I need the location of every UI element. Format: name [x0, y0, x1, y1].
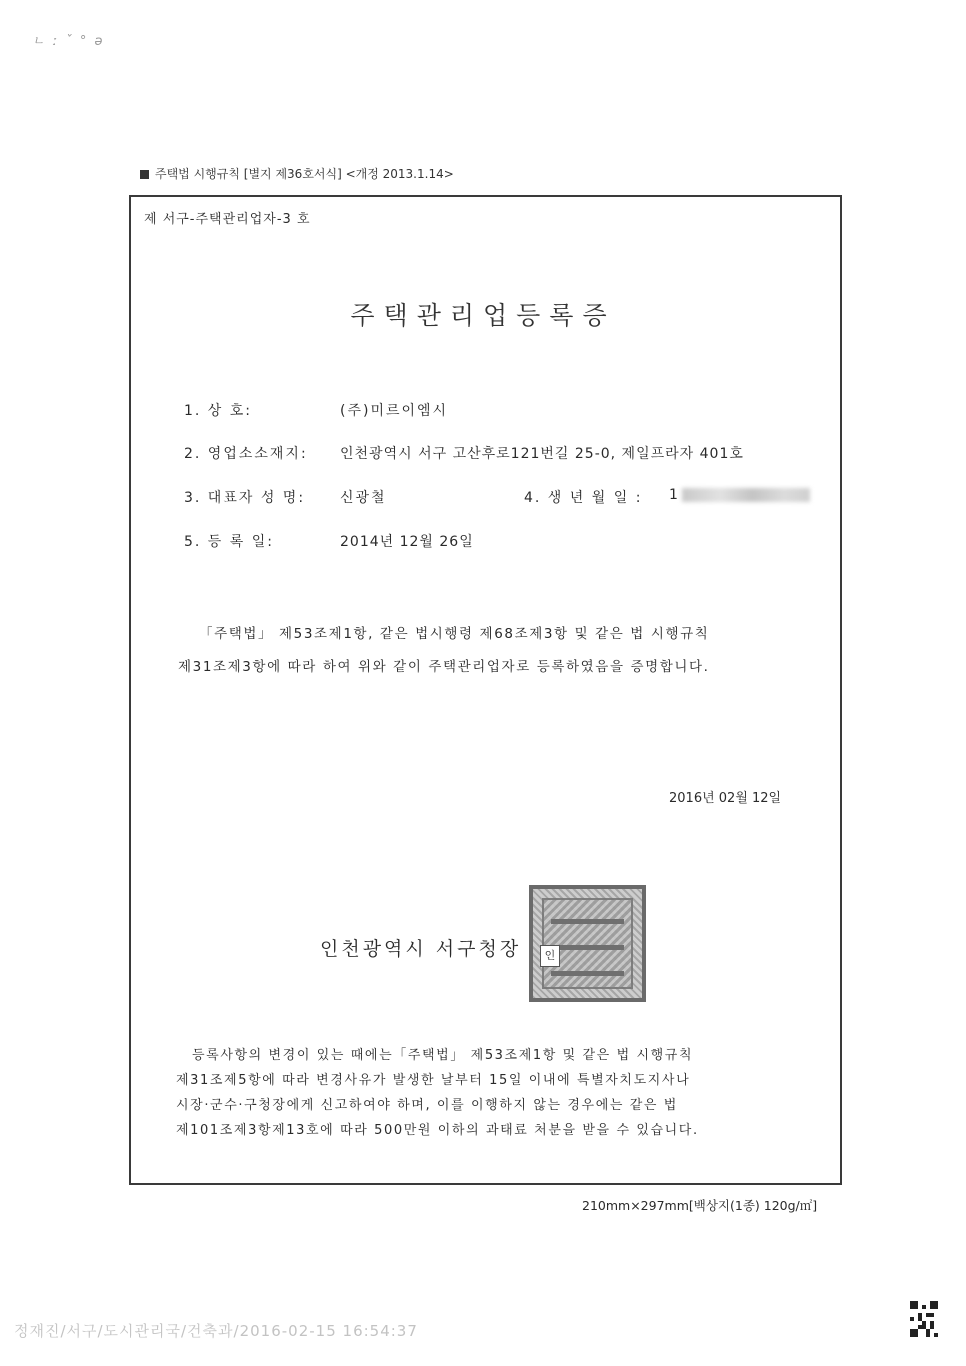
paper-spec: 210mm×297mm[백상지(1종) 120g/㎡] — [582, 1198, 818, 1213]
registered-label: 5. 등 록 일: — [184, 534, 274, 550]
qr-code-icon — [910, 1300, 938, 1338]
registration-number: 제 서구-주택관리업자-3 호 — [144, 212, 311, 227]
certificate-frame — [129, 195, 842, 1185]
notice-line-2: 제31조제5항에 따라 변경사유가 발생한 날부터 15일 이내에 특별자치도지사나 — [176, 1073, 691, 1088]
seal-stroke — [551, 919, 624, 924]
notice-line-4: 제101조제3항제13호에 따라 500만원 이하의 과태료 처분을 받을 수 있습니다. — [176, 1123, 699, 1138]
form-reference-text: 주택법 시행규칙 [별지 제36호서식] <개정 2013.1.14> — [155, 167, 454, 181]
issuing-authority: 인천광역시 서구청장 — [320, 938, 522, 960]
registered-value: 2014년 12월 26일 — [340, 534, 474, 550]
redacted-blur — [682, 488, 810, 502]
address-label: 2. 영업소소재지: — [184, 446, 308, 462]
trade-name-label: 1. 상 호: — [184, 403, 253, 419]
print-stamp: 정재진/서구/도시관리국/건축과/2016-02-15 16:54:37 — [14, 1322, 418, 1340]
birth-label: 4. 생 년 월 일 : — [524, 490, 643, 506]
birth-value-visible: 1 — [669, 487, 680, 503]
trade-name-value: (주)미르이엠시 — [340, 403, 449, 419]
seal-mark: 인 — [540, 945, 560, 967]
representative-value: 신광철 — [340, 490, 387, 506]
issue-date: 2016년 02월 12일 — [669, 791, 782, 806]
certification-line-2: 제31조제3항에 따라 하여 위와 같이 주택관리업자로 등록하였음을 증명합니다. — [178, 659, 710, 675]
form-reference — [140, 165, 454, 182]
birth-value — [669, 487, 810, 503]
notice-line-1: 등록사항의 변경이 있는 때에는「주택법」 제53조제1항 및 같은 법 시행규칙 — [192, 1048, 694, 1063]
representative-label: 3. 대표자 성 명: — [184, 490, 306, 506]
certification-line-1: 「주택법」 제53조제1항, 같은 법시행령 제68조제3항 및 같은 법 시행규칙 — [199, 626, 710, 642]
seal-stroke — [551, 971, 624, 976]
handwritten-mark: ㄴ ː ˇ ° ə — [32, 34, 105, 49]
address-value: 인천광역시 서구 고산후로121번길 25-0, 제일프라자 401호 — [340, 446, 744, 462]
notice-line-3: 시장·군수·구청장에게 신고하여야 하며, 이를 이행하지 않는 경우에는 같은 법 — [176, 1098, 678, 1113]
square-bullet-icon — [140, 170, 149, 179]
seal-stroke — [551, 945, 624, 950]
certificate-title: 주택관리업등록증 — [350, 301, 616, 330]
official-seal — [529, 885, 646, 1002]
